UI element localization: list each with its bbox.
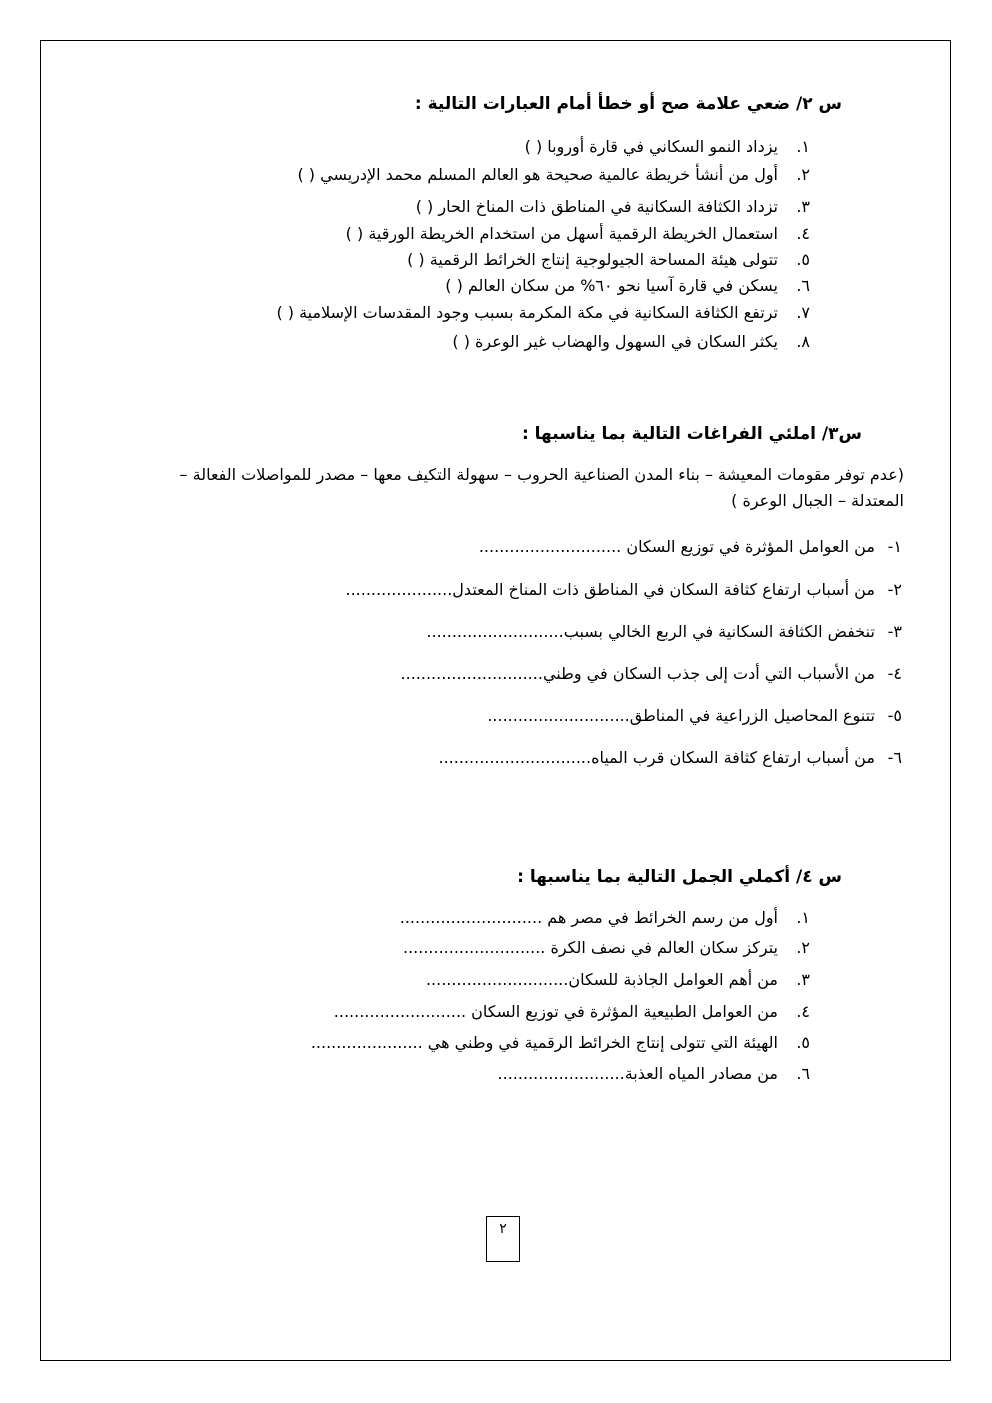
q2-item xyxy=(407,250,810,270)
q2-item xyxy=(346,224,810,244)
q3-item xyxy=(346,580,903,600)
q4-item xyxy=(426,970,810,990)
q4-item-text: من مصادر المياه العذبة......................... xyxy=(497,1064,778,1083)
q3-item-num: ٦- xyxy=(887,748,902,767)
q4-item-num: ١. xyxy=(796,908,810,927)
q3-item-num: ٢- xyxy=(887,580,902,599)
q4-item-text: أول من رسم الخرائط في مصر هم ............................ xyxy=(399,908,778,927)
q3-item xyxy=(426,622,902,642)
q3-item-text: من الأسباب التي أدت إلى جذب السكان في وطني............................ xyxy=(400,664,875,683)
q4-item xyxy=(311,1033,810,1053)
q4-item-num: ٣. xyxy=(796,970,810,989)
q4-item-num: ٤. xyxy=(796,1002,810,1021)
q2-item-num: ٧. xyxy=(796,303,810,322)
q2-item-num: ٢. xyxy=(796,165,810,184)
q2-item xyxy=(452,332,810,352)
q4-item xyxy=(498,1064,810,1084)
q2-item xyxy=(445,276,810,296)
q3-item-text: تنخفض الكثافة السكانية في الربع الخالي بسبب........................... xyxy=(426,622,875,641)
q2-item-text: يكثر السكان في السهول والهضاب غير الوعرة ( ) xyxy=(452,332,778,351)
q2-item-text: تزداد الكثافة السكانية في المناطق ذات المناخ الحار ( ) xyxy=(415,197,778,216)
q2-item-text: ترتفع الكثافة السكانية في مكة المكرمة بسبب وجود المقدسات الإسلامية ( ) xyxy=(276,303,778,322)
q3-item-text: من العوامل المؤثرة في توزيع السكان ............................ xyxy=(478,537,875,556)
q4-item-text: من أهم العوامل الجاذبة للسكان............................ xyxy=(425,970,778,989)
q2-item-num: ١. xyxy=(796,137,810,156)
q3-item xyxy=(401,664,902,684)
q2-item-num: ٥. xyxy=(796,250,810,269)
q4-item xyxy=(334,1002,810,1022)
q3-item-text: من أسباب ارتفاع كثافة السكان قرب المياه.............................. xyxy=(438,748,875,767)
q2-item xyxy=(416,197,810,217)
q3-word-bank: (عدم توفر مقومات المعيشة – بناء المدن الصناعية الحروب – سهولة التكيف معها – مصدر للمواصلات الفعالة – المعتدلة – الجبال الوعرة ) xyxy=(179,465,904,510)
q2-item-num: ٤. xyxy=(796,224,810,243)
q3-item-num: ٤- xyxy=(887,664,902,683)
q3-item xyxy=(487,706,902,726)
q3-item-num: ١- xyxy=(887,537,902,556)
q4-item-num: ٦. xyxy=(796,1064,810,1083)
q4-item xyxy=(403,938,810,958)
q2-item xyxy=(297,165,810,185)
q2-item-text: يزداد النمو السكاني في قارة أوروبا ( ) xyxy=(524,137,778,156)
q3-item-text: تتنوع المحاصيل الزراعية في المناطق............................ xyxy=(487,706,875,725)
q2-item xyxy=(276,303,810,323)
q4-heading: س ٤/ أكملي الجمل التالية بما يناسبها : xyxy=(517,867,842,887)
q2-item-text: استعمال الخريطة الرقمية أسهل من استخدام الخريطة الورقية ( ) xyxy=(345,224,778,243)
q3-item-num: ٣- xyxy=(887,622,902,641)
q2-item-text: يسكن في قارة آسيا نحو ٦٠% من سكان العالم ( ) xyxy=(445,276,778,295)
q3-item xyxy=(439,748,903,768)
page-number: ٢ xyxy=(486,1216,520,1262)
q2-item-num: ٨. xyxy=(796,332,810,351)
q3-item-num: ٥- xyxy=(887,706,902,725)
q4-item-num: ٢. xyxy=(796,938,810,957)
q2-item-num: ٣. xyxy=(796,197,810,216)
q2-item-num: ٦. xyxy=(796,276,810,295)
q4-item-text: يتركز سكان العالم في نصف الكرة ............................ xyxy=(402,938,778,957)
q2-heading: س ٢/ ضعي علامة صح أو خطأ أمام العبارات التالية : xyxy=(414,94,842,114)
q4-item-text: من العوامل الطبيعية المؤثرة في توزيع السكان .......................... xyxy=(333,1002,778,1021)
q4-item-text: الهيئة التي تتولى إنتاج الخرائط الرقمية في وطني هي ...................... xyxy=(310,1033,778,1052)
q2-item xyxy=(525,137,810,157)
q4-item-num: ٥. xyxy=(796,1033,810,1052)
q2-item-text: أول من أنشأ خريطة عالمية صحيحة هو العالم المسلم محمد الإدريسي ( ) xyxy=(297,165,778,184)
q3-item-text: من أسباب ارتفاع كثافة السكان في المناطق ذات المناخ المعتدل..................... xyxy=(345,580,875,599)
q4-item xyxy=(400,908,810,928)
q2-item-text: تتولى هيئة المساحة الجيولوجية إنتاج الخرائط الرقمية ( ) xyxy=(407,250,778,269)
q3-item xyxy=(479,537,902,557)
q3-heading: س٣/ املئي الفراغات التالية بما يناسبها : xyxy=(521,424,862,444)
